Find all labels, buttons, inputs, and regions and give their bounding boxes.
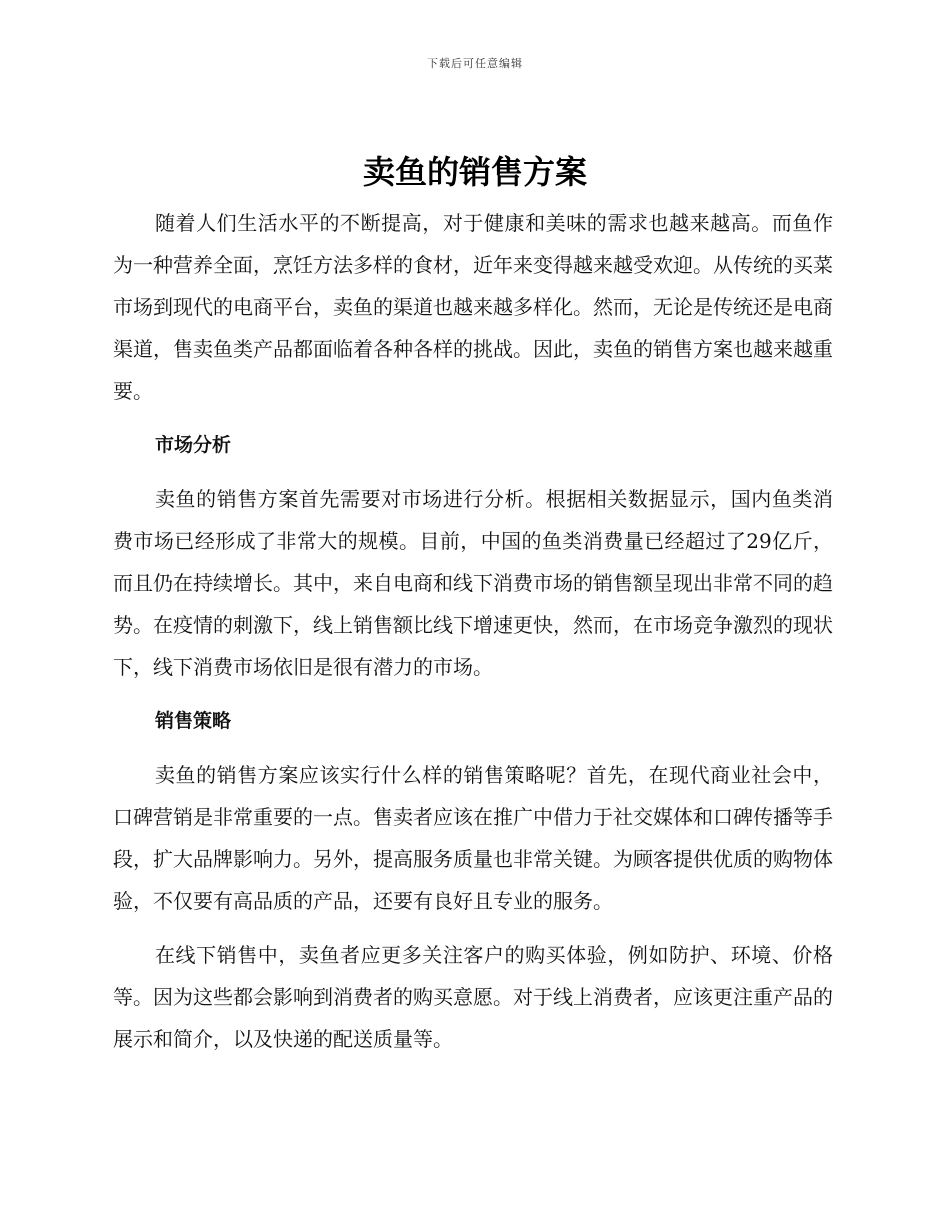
section-heading-sales-strategy: 销售策略 — [155, 710, 232, 732]
header-note: 下载后可任意编辑 — [427, 57, 523, 70]
sales-strategy-paragraph-2: 在线下销售中，卖鱼者应更多关注客户的购买体验，例如防护、环境、价格等。因为这些都会影响到消费者的购买意愿。对于线上消费者，应该更注重产品的展示和简介，以及快递的配送质量等。 — [113, 943, 833, 1051]
section-heading-market-analysis: 市场分析 — [155, 434, 232, 456]
market-analysis-paragraph: 卖鱼的销售方案首先需要对市场进行分析。根据相关数据显示，国内鱼类消费市场已经形成了非常大的规模。目前，中国的鱼类消费量已经超过了29亿斤，而且仍在持续增长。其中，来自电商和线下消费市场的销售额呈现出非常不同的趋势。在疫情的刺激下，线上销售额比线下增速更快，然而，在市场竞争激烈的现状下，线下消费市场依旧是很有潜力的市场。 — [113, 487, 833, 679]
intro-paragraph: 随着人们生活水平的不断提高，对于健康和美味的需求也越来越高。而鱼作为一种营养全面，烹饪方法多样的食材，近年来变得越来越受欢迎。从传统的买菜市场到现代的电商平台，卖鱼的渠道也越来越多样化。然而，无论是传统还是电商渠道，售卖鱼类产品都面临着各种各样的挑战。因此，卖鱼的销售方案也越来越重要。 — [113, 211, 833, 403]
document-title: 卖鱼的销售方案 — [362, 153, 587, 191]
sales-strategy-paragraph-1: 卖鱼的销售方案应该实行什么样的销售策略呢？首先，在现代商业社会中，口碑营销是非常重要的一点。售卖者应该在推广中借力于社交媒体和口碑传播等手段，扩大品牌影响力。另外，提高服务质量也非常关键。为顾客提供优质的购物体验，不仅要有高品质的产品，还要有良好且专业的服务。 — [113, 763, 833, 913]
document-body — [113, 202, 833, 1060]
